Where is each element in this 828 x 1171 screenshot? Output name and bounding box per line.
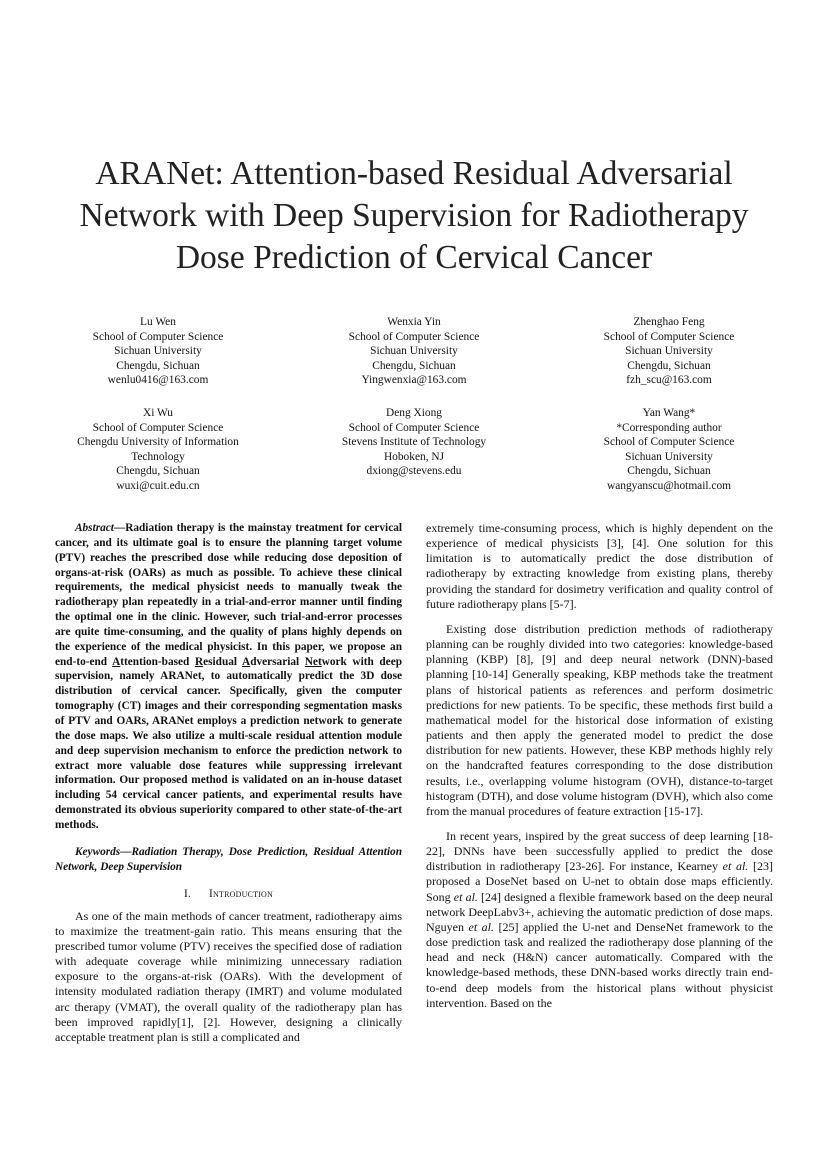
author-affiliation: School of Computer Science [348,330,480,343]
author-6 [554,406,784,494]
author-affiliation: Sichuan University [625,450,713,463]
et-al: et al. [468,919,494,934]
abstract-text: Radiation therapy is the mainstay treatment for cervical cancer, and its ultimate goal is to ensure the planning target volume (PTV) reaches the prescribed dose while reducing dose deposition of organs-at-risk (OARs) as much as possible. To achieve these clinical requirements, the medical physicist needs to manually tweak the radiotherapy plan repeatedly in a trial-and-error manner until finding the optimal one in the clinic. However, such trial-and-error processes are quite time-consuming, and the quality of plans highly depends on the experience of the medical physicist. In this paper, we propose an end-to-end [55,522,402,668]
author-name: Wenxia Yin [387,316,441,328]
acronym-rest: esidual [203,655,243,668]
text: In recent years, inspired by the great success of deep learning [18-22], DNNs have been successfully applied to predict the dose distribution in radiotherapy [23-26]. For instance, Kearney [426,828,773,874]
author-location: Chengdu, Sichuan [627,465,711,478]
text: [25] applied the U-net and DenseNet framework to the dose prediction task and realized the radiotherapy dose planning of the head and neck (H&N) cancer automatically. Compared with the knowledge-based methods, these DNN-based works directly train end-to-end deep models from the historical plans without physicist intervention. Based on the [426,919,774,1010]
author-4 [43,406,273,494]
author-email: wangyanscu@hotmail.com [606,479,732,492]
author-affiliation: School of Computer Science [92,421,224,434]
author-affiliation: Sichuan University [114,345,202,358]
author-affiliation: School of Computer Science [92,330,224,343]
author-1 [43,315,273,388]
abstract-dash: — [113,522,126,534]
text: [24] designed a flexible framework based on the deep neural network DeepLabv3+, achieving the automatic prediction of dose maps. Nguyen [426,889,773,934]
section-title: Introduction [209,888,273,901]
author-affiliation: School of Computer Science [603,330,735,343]
intro-paragraph: As one of the main methods of cancer treatment, radiotherapy aims to maximize the treatment-gain ratio. This means ensuring that the prescribed tumor volume (PTV) receives the specified dose of radiation with adequate coverage while minimizing unnecessary radiation exposure to the organs-at-risk (OARs). With the development of intensity modulated radiation therapy (IMRT) and volume modulated arc therapy (VMAT), the overall quality of the radiotherapy plan has been improved rapidly[1], [2]. However, designing a clinically acceptable treatment plan is still a complicated and [55,908,402,1044]
author-email: fzh_scu@163.com [626,374,712,387]
author-2 [299,315,529,388]
keywords [55,845,402,875]
author-email: dxiong@stevens.edu [366,465,462,478]
acronym-letter: Net [304,655,322,668]
acronym-rest: ttention-based [120,655,195,668]
paragraph: Existing dose distribution prediction methods of radiotherapy planning can be roughly divided into two categories: knowledge-based planning (KBP) [8], [9] and deep neural network (DNN)-based planning [10-14] Generally speaking, KBP methods take the treatment plans of historical patients as references and perform dosimetric predictions for new patients. To be specific, these methods first build a mathematical model for the historical dose information of existing patients and then apply the generated model to predict the dose distribution for new patients. However, these KBP methods highly rely on the handcrafted features corresponding to the dose distribution results, i.e., overlapping volume histogram (OVH), distance-to-target histogram (DTH), and dose volume histogram (DVH), which also come from the manual procedures of feature extraction [15-17]. [426,621,773,818]
author-affiliation: School of Computer Science [348,421,480,434]
author-location: Chengdu, Sichuan [627,359,711,372]
acronym-letter: R [194,655,204,668]
author-name: Yan Wang* [642,407,696,419]
author-name: Zhenghao Feng [633,316,705,328]
section-heading [55,887,402,902]
author-location: Chengdu, Sichuan [372,359,456,372]
abstract-text: with deep supervision, namely ARANet, to automatically predict the 3D dose distribution of cervical cancer. Specifically, given the computer tomography (CT) images and their corresponding segmentation masks of PTV and OARs, ARANet employs a prediction network to generate the dose maps. We also utilize a multi-scale residual attention module and deep supervision mechanism to enforce the prediction network to extract more valuable dose features while suppressing irrelevant information. Our proposed method is validated on an in-house dataset including 54 cervical cancer patients, and experimental results have demonstrated its obvious superiority compared to other state-of-the-art methods. [55,655,402,831]
keywords-label: Keywords— [75,845,132,858]
author-name: Xi Wu [142,407,174,419]
text: [23] proposed a DoseNet based on U-net to obtain dose maps efficiently. Song [426,859,773,904]
keywords-text: Radiation Therapy, Dose Prediction, Residual Attention Network, Deep Supervision [55,845,402,873]
right-column [426,521,773,1011]
acronym-letter: A [112,655,121,668]
author-name: Lu Wen [140,316,176,328]
acronym-letter: A [242,655,251,668]
abstract-label: Abstract [75,522,114,534]
author-email: wenlu0416@163.com [107,374,209,387]
author-5 [299,406,529,479]
author-email: wuxi@cuit.edu.cn [116,479,200,492]
left-column [55,521,402,1045]
author-location: Hoboken, NJ [383,450,445,463]
et-al: et al. [453,889,478,904]
section-number: I. [183,888,192,901]
author-email: Yingwenxia@163.com [361,374,467,387]
author-name: Deng Xiong [386,407,442,419]
author-affiliation: Sichuan University [370,345,458,358]
author-3 [554,315,784,388]
acronym-rest: work [321,655,347,668]
acronym-rest: dversarial [250,655,305,668]
et-al: et al. [722,859,749,874]
author-location: Chengdu, Sichuan [116,465,200,478]
paragraph [426,829,773,1011]
paper-title: ARANet: Attention-based Residual Adversarial Network with Deep Supervision for Radiotherapy Dose Prediction of Cervical Cancer [79,155,749,276]
abstract [55,521,402,833]
author-affiliation: Sichuan University [625,345,713,358]
author-note: *Corresponding author [616,421,722,434]
author-location: Chengdu, Sichuan [116,359,200,372]
author-affiliation: Chengdu University of Information [77,436,239,449]
author-affiliation: Technology [131,450,185,463]
author-affiliation: Stevens Institute of Technology [341,436,487,449]
author-affiliation: School of Computer Science [603,436,735,449]
paragraph-continued: extremely time-consuming process, which is highly dependent on the experience of medical physicists [3], [4]. One solution for this limitation is to automatically predict the dose distribution of radiotherapy by extracting knowledge from existing plans, thereby providing the standard for dosimetry verification and quality control of future radiotherapy plans [5-7]. [426,521,773,611]
